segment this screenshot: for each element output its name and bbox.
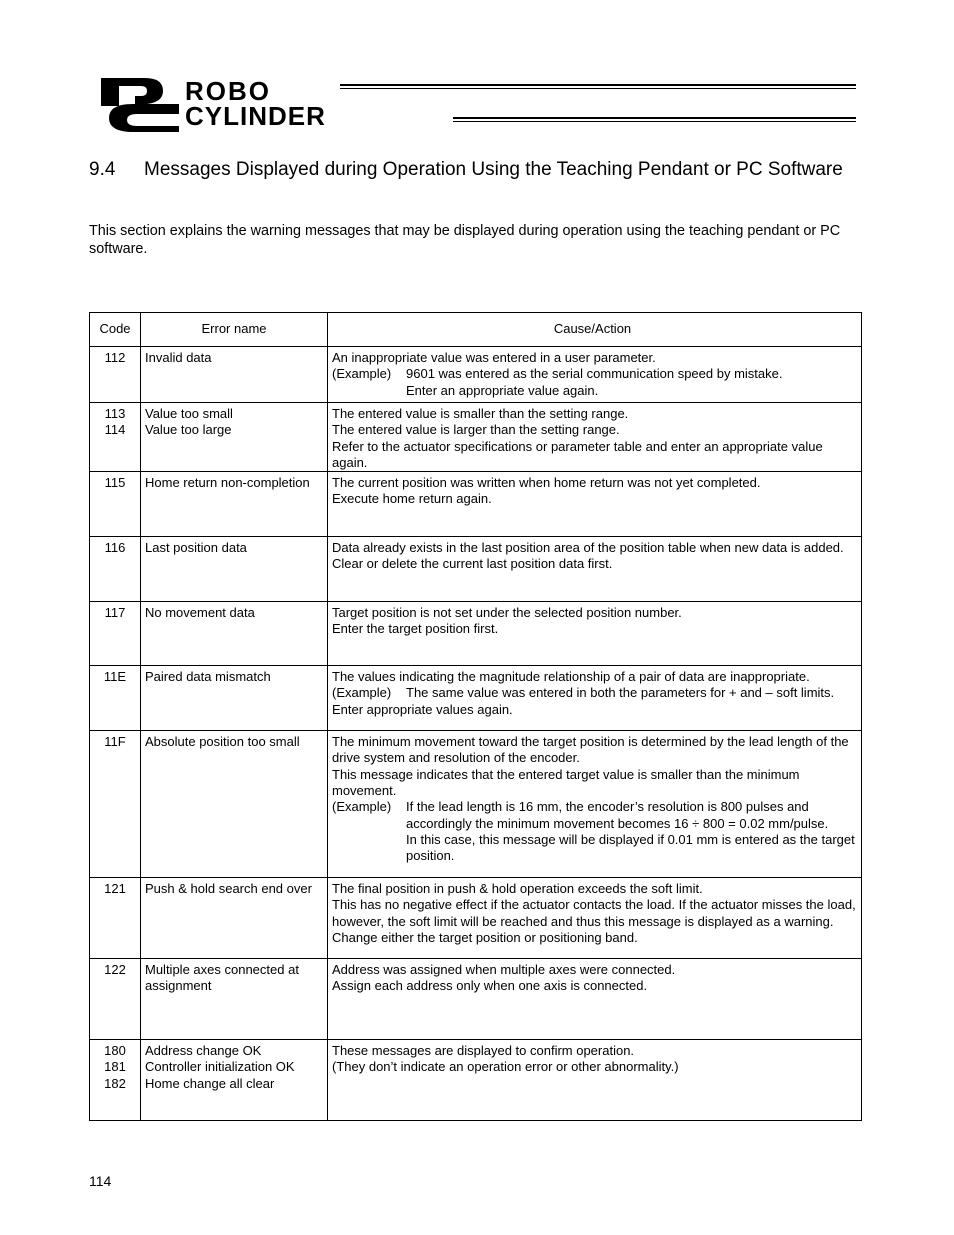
cause-line: Enter the target position first. bbox=[332, 621, 499, 637]
cause-line: Change either the target position or positioning band. bbox=[332, 930, 638, 946]
cause-line: Enter appropriate values again. bbox=[332, 701, 513, 717]
error-code-cell bbox=[90, 1040, 141, 1121]
example-label: (Example) bbox=[332, 366, 392, 382]
indented-line: In this case, this message will be displayed if 0.01 mm is entered as the target position. bbox=[406, 831, 855, 864]
cause-line: Target position is not set under the selected position number. bbox=[332, 605, 682, 621]
table-row bbox=[90, 1040, 862, 1121]
error-name-cell bbox=[141, 666, 328, 731]
error-name: Paired data mismatch bbox=[145, 669, 271, 685]
table-row bbox=[90, 537, 862, 602]
error-name: Home return non-completion bbox=[145, 475, 310, 491]
error-name-cell bbox=[141, 878, 328, 959]
example-text: The same value was entered in both the parameters for + and – soft limits. bbox=[406, 685, 835, 701]
table-header-row bbox=[90, 313, 862, 347]
header-code: Code bbox=[90, 313, 141, 347]
cause-line: The minimum movement toward the target position is determined by the lead length of the drive system and resolution of the encoder. bbox=[332, 734, 849, 766]
table-row bbox=[90, 731, 862, 878]
indented-line: Enter an appropriate value again. bbox=[406, 382, 599, 398]
error-code-cell bbox=[90, 878, 141, 959]
error-name: Value too small bbox=[145, 406, 233, 421]
error-name-cell bbox=[141, 537, 328, 602]
error-code: 180 bbox=[104, 1043, 126, 1059]
error-name: Last position data bbox=[145, 540, 247, 556]
table-row bbox=[90, 347, 862, 403]
cause-line: Assign each address only when one axis is connected. bbox=[332, 978, 648, 994]
error-name: Controller initialization OK bbox=[145, 1059, 295, 1075]
error-code: 181 bbox=[104, 1059, 126, 1075]
cause-line: Address was assigned when multiple axes were connected. bbox=[332, 962, 676, 978]
error-code-cell bbox=[90, 472, 141, 537]
table-row bbox=[90, 878, 862, 959]
logo-word-cylinder: CYLINDER bbox=[185, 101, 326, 131]
cause-action-cell bbox=[328, 878, 862, 959]
error-code: 113 bbox=[104, 406, 126, 421]
error-code: 121 bbox=[104, 881, 126, 897]
error-name: Invalid data bbox=[145, 350, 212, 365]
cause-action-cell bbox=[328, 472, 862, 537]
cause-action-cell bbox=[328, 731, 862, 878]
section-intro: This section explains the warning messages that may be displayed during operation using the teaching pendant or PC software. bbox=[89, 223, 841, 257]
cause-line: Data already exists in the last position area of the position table when new data is added. bbox=[332, 540, 844, 556]
table-row bbox=[90, 472, 862, 537]
cause-action-cell bbox=[328, 666, 862, 731]
example-line bbox=[332, 366, 857, 382]
header-rule-top bbox=[340, 84, 856, 89]
example-label: (Example) bbox=[332, 685, 392, 701]
error-code-cell bbox=[90, 403, 141, 472]
error-name: Value too large bbox=[145, 422, 232, 438]
error-code-cell bbox=[90, 537, 141, 602]
logo-word-robo: ROBO bbox=[185, 76, 271, 106]
section-number: 9.4 bbox=[89, 159, 116, 180]
error-name-cell bbox=[141, 959, 328, 1040]
error-name-cell bbox=[141, 472, 328, 537]
cause-line: This message indicates that the entered target value is smaller than the minimum movement. bbox=[332, 766, 800, 799]
table-row bbox=[90, 403, 862, 472]
cause-line: Refer to the actuator specifications or parameter table and enter an appropriate value again. bbox=[332, 438, 823, 470]
error-code: 115 bbox=[104, 475, 126, 491]
cause-line: This has no negative effect if the actuator contacts the load. If the actuator misses the load, however, the soft limit will be reached and thus this message is displayed as a warning. bbox=[332, 897, 856, 929]
error-name-cell bbox=[141, 347, 328, 403]
error-name: Address change OK bbox=[145, 1043, 262, 1059]
cause-action-cell bbox=[328, 959, 862, 1040]
error-code: 11F bbox=[104, 734, 126, 750]
error-name-cell bbox=[141, 602, 328, 666]
error-name: Home change all clear bbox=[145, 1075, 275, 1091]
table-row bbox=[90, 666, 862, 731]
header-cause-action: Cause/Action bbox=[328, 313, 862, 347]
section-title: Messages Displayed during Operation Using the Teaching Pendant or PC Software bbox=[144, 159, 843, 180]
error-name: Multiple axes connected at assignment bbox=[145, 962, 299, 994]
error-code: 114 bbox=[104, 422, 126, 438]
cause-line: These messages are displayed to confirm operation. bbox=[332, 1043, 635, 1059]
error-code-cell bbox=[90, 347, 141, 403]
cause-line: Clear or delete the current last position data first. bbox=[332, 556, 613, 572]
error-code: 122 bbox=[104, 962, 126, 978]
error-code-cell bbox=[90, 959, 141, 1040]
cause-line: (They don’t indicate an operation error or other abnormality.) bbox=[332, 1059, 679, 1075]
error-name-cell bbox=[141, 1040, 328, 1121]
cause-action-cell bbox=[328, 537, 862, 602]
cause-action-cell bbox=[328, 403, 862, 472]
table-row bbox=[90, 959, 862, 1040]
example-line bbox=[332, 685, 857, 701]
cause-line: The values indicating the magnitude relationship of a pair of data are inappropriate. bbox=[332, 669, 810, 685]
error-code-cell bbox=[90, 602, 141, 666]
error-name: Push & hold search end over bbox=[145, 881, 312, 897]
error-code-cell bbox=[90, 666, 141, 731]
cause-line: The entered value is smaller than the setting range. bbox=[332, 406, 629, 421]
cause-action-cell bbox=[328, 1040, 862, 1121]
error-name-cell bbox=[141, 731, 328, 878]
error-name: Absolute position too small bbox=[145, 734, 300, 750]
example-text: If the lead length is 16 mm, the encoder’s resolution is 800 pulses and accordingly the minimum movement becomes 16 ÷ 800 = 0.02 mm/pulse. bbox=[406, 799, 829, 831]
error-code: 112 bbox=[104, 350, 126, 365]
error-code: 182 bbox=[104, 1075, 126, 1091]
example-text: 9601 was entered as the serial communication speed by mistake. bbox=[406, 366, 783, 382]
cause-line: The final position in push & hold operation exceeds the soft limit. bbox=[332, 881, 703, 897]
rc-logo-mark-icon bbox=[101, 76, 179, 132]
table-body bbox=[90, 347, 862, 1121]
error-name: No movement data bbox=[145, 605, 255, 621]
header-rule-bottom bbox=[453, 117, 856, 122]
page-number: 114 bbox=[89, 1173, 112, 1189]
error-code: 117 bbox=[104, 605, 126, 621]
cause-line: The entered value is larger than the setting range. bbox=[332, 422, 620, 438]
error-code: 116 bbox=[104, 540, 126, 556]
error-code-cell bbox=[90, 731, 141, 878]
cause-line: Execute home return again. bbox=[332, 491, 492, 507]
error-name-cell bbox=[141, 403, 328, 472]
cause-line: The current position was written when home return was not yet completed. bbox=[332, 475, 761, 491]
cause-action-cell bbox=[328, 602, 862, 666]
cause-action-cell bbox=[328, 347, 862, 403]
cause-line: An inappropriate value was entered in a user parameter. bbox=[332, 350, 656, 365]
example-label: (Example) bbox=[332, 799, 392, 815]
header-error-name: Error name bbox=[141, 313, 328, 347]
error-code: 11E bbox=[103, 669, 127, 685]
error-message-table bbox=[89, 312, 862, 1121]
example-line bbox=[332, 799, 857, 832]
table-row bbox=[90, 602, 862, 666]
